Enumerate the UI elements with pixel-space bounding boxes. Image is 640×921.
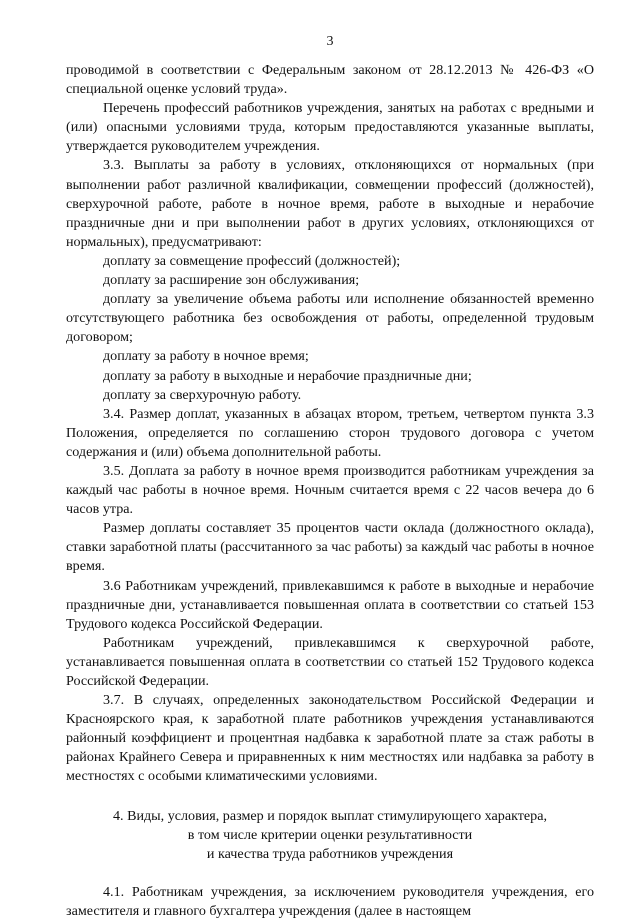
list-item-combining-professions: доплату за совмещение профессий (должностей);	[103, 252, 401, 269]
paragraph-night-rate: Размер доплаты составляет 35 процентов части оклада (должностного оклада), ставки заработной платы (рассчитанного за час работы) за каждый час работы в ночное время.	[66, 520, 594, 575]
section-heading-line-3: и качества труда работников учреждения	[206, 845, 454, 862]
document-body	[66, 61, 594, 921]
paragraph-3-3: 3.3. Выплаты за работу в условиях, отклоняющихся от нормальных (при выполнении работ различной квалификации, совмещении профессий (должностей), сверхурочной работе, работе в ночное время, работе в выходные и нерабочие праздничные дни и при выполнении работ в других условиях, отклоняющихся от нормальных), предусматривают:	[66, 157, 594, 250]
paragraph-overtime-pay: Работникам учреждений, привлекавшимся к сверхурочной работе, устанавливается повышенная оплата в соответствии со статьей 152 Трудового кодекса Российской Федерации.	[66, 634, 594, 689]
list-item-night-work: доплату за работу в ночное время;	[103, 348, 309, 365]
paragraph-3-6: 3.6 Работникам учреждений, привлекавшимся к работе в выходные и нерабочие праздничные дни, устанавливается повышенная оплата в соответствии со статьей 153 Трудового кодекса Российской Федерации.	[66, 577, 594, 632]
section-heading-line-2: в том числе критерии оценки результативности	[187, 826, 473, 843]
paragraph-3-5: 3.5. Доплата за работу в ночное время производится работникам учреждения за каждый час работы в ночное время. Ночным считается время с 22 часов вечера до 6 часов утра.	[66, 462, 594, 518]
list-item-overtime: доплату за сверхурочную работу.	[103, 386, 302, 403]
list-item-holiday-work: доплату за работу в выходные и нерабочие праздничные дни;	[103, 367, 472, 384]
paragraph-3-7: 3.7. В случаях, определенных законодательством Российской Федерации и Красноярского края, к заработной плате работников учреждения устанавливаются районный коэффициент и процентная надбавка к заработной плате за стаж работы в районах Крайнего Севера и приравненных к ним местностях или надбавка за работу в местностях с особыми климатическими условиями.	[66, 692, 594, 785]
paragraph-list-approval: Перечень профессий работников учреждения, занятых на работах с вредными и (или) опасными условиями труда, которым предоставляются указанные выплаты, утверждается руководителем учреждения.	[66, 100, 594, 155]
paragraph-4-1: 4.1. Работникам учреждения, за исключением руководителя учреждения, его заместителя и главного бухгалтера учреждения (далее в настоящем	[66, 883, 594, 919]
paragraph-3-4: 3.4. Размер доплат, указанных в абзацах втором, третьем, четвертом пункта 3.3 Положения, определяется по соглашению сторон трудового договора с учетом содержания и (или) объема дополнительной работы.	[66, 405, 594, 460]
page-number: 3	[326, 34, 334, 49]
paragraph-continuation: проводимой в соответствии с Федеральным законом от 28.12.2013 № 426-ФЗ «О специальной оценке условий труда».	[66, 62, 594, 98]
list-item-service-zones: доплату за расширение зон обслуживания;	[103, 272, 360, 289]
list-item-workload-increase: доплату за увеличение объема работы или исполнение обязанностей временно отсутствующего работника без освобождения от работы, определенной трудовым договором;	[66, 291, 594, 346]
section-heading-line-1: 4. Виды, условия, размер и порядок выплат стимулирующего характера,	[112, 807, 548, 824]
section-heading-4	[66, 807, 594, 864]
